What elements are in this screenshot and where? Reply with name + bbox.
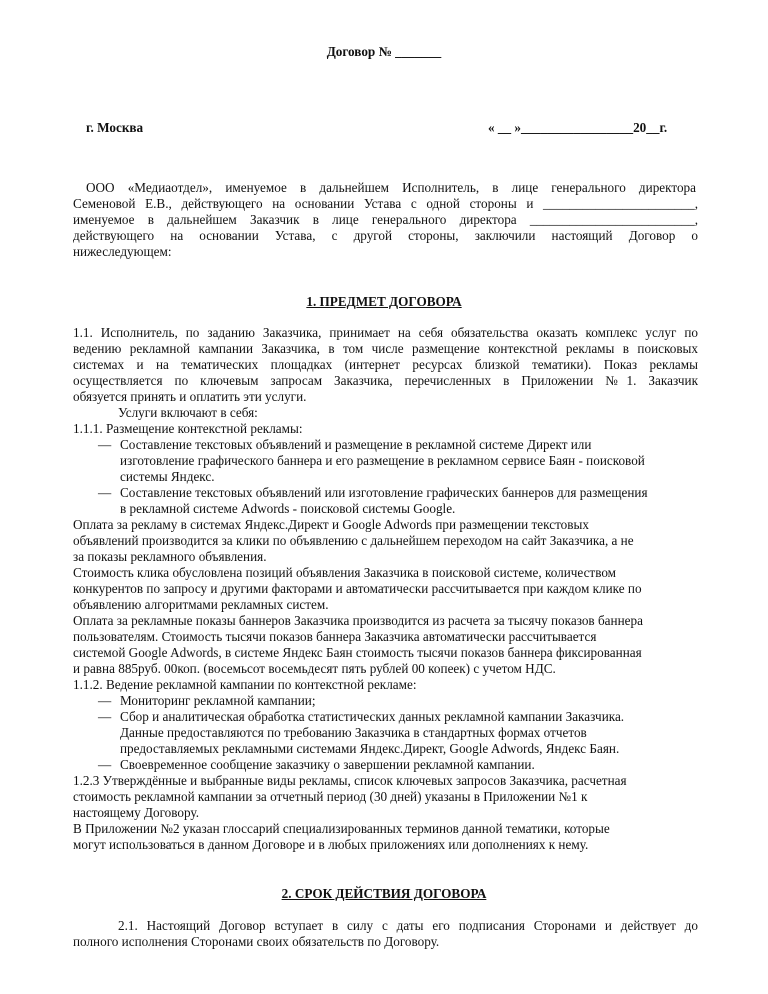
paragraph-line: Стоимость клика обусловлена позиций объявления Заказчика в поисковой системе, количеством bbox=[73, 565, 617, 580]
preamble-line: нижеследующем: bbox=[73, 244, 172, 259]
paragraph-line: настоящему Договору. bbox=[73, 805, 199, 820]
city: г. Москва bbox=[86, 120, 144, 135]
paragraph-line: осуществляется по ключевым запросам Заказчика, перечисленных в Приложении №1. Заказчик bbox=[73, 373, 698, 388]
bullet-dash: — bbox=[98, 709, 112, 724]
bullet-dash: — bbox=[98, 485, 112, 500]
preamble-line: действующего на основании Устава, с другой стороны, заключили настоящий Договор о bbox=[73, 228, 698, 243]
subsection-1-1-1: 1.1.1. Размещение контекстной рекламы: bbox=[73, 421, 303, 436]
contract-date: « __ »_________________20__г. bbox=[488, 120, 668, 135]
subsection-1-1-2: 1.1.2. Ведение рекламной кампании по контекстной рекламе: bbox=[73, 677, 417, 692]
section-2-heading: 2. СРОК ДЕЙСТВИЯ ДОГОВОРА bbox=[281, 886, 487, 901]
bullet-line: Данные предоставляются по требованию Заказчика в стандартных формах отчетов bbox=[120, 725, 587, 740]
paragraph-line: пользователям. Стоимость тысячи показов баннера Заказчика автоматически рассчитывается bbox=[73, 629, 597, 644]
paragraph-line: системой Google Adwords, в системе Яндекс Баян стоимость тысячи показов баннера фиксированная bbox=[73, 645, 642, 660]
paragraph-line: 1.1. Исполнитель, по заданию Заказчика, принимает на себя обязательства оказать комплекс услуг по bbox=[73, 325, 698, 340]
paragraph-line: системах и на тематических площадках (интернет ресурсах близкой тематики). Показ рекламы bbox=[73, 357, 698, 372]
paragraph-line: ведению рекламной кампании Заказчика, в том числе размещение контекстной рекламы в поисковых bbox=[73, 341, 698, 356]
paragraph-line: могут использоваться в данном Договоре и в любых приложениях или дополнениях к нему. bbox=[73, 837, 589, 852]
bullet-line: в рекламной системе Adwords - поисковой системы Google. bbox=[120, 501, 456, 516]
paragraph-line: В Приложении №2 указан глоссарий специализированных терминов данной тематики, которые bbox=[73, 821, 610, 836]
bullet-line: Составление текстовых объявлений или изготовление графических баннеров для размещения bbox=[120, 485, 648, 500]
paragraph-line: Оплата за рекламные показы баннеров Заказчика производится из расчета за тысячу показов баннера bbox=[73, 613, 643, 628]
paragraph-line: полного исполнения Сторонами своих обязательств по Договору. bbox=[73, 934, 440, 949]
paragraph-line: за показы рекламного объявления. bbox=[73, 549, 267, 564]
services-intro: Услуги включают в себя: bbox=[118, 405, 258, 420]
bullet-line: Составление текстовых объявлений и размещение в рекламной системе Директ или bbox=[120, 437, 592, 452]
paragraph-line: конкурентов по запросу и другими факторами и автоматически рассчитывается при каждом клике по bbox=[73, 581, 642, 596]
preamble-line: ООО «Медиаотдел», именуемое в дальнейшем Исполнитель, в лице генерального директора bbox=[86, 180, 696, 195]
contract-title: Договор № _______ bbox=[326, 44, 442, 59]
bullet-dash: — bbox=[98, 437, 112, 452]
bullet-line: системы Яндекс. bbox=[120, 469, 215, 484]
bullet-line: Своевременное сообщение заказчику о завершении рекламной кампании. bbox=[120, 757, 535, 772]
paragraph-line: объявлений производится за клики по объявлению с дальнейшем переходом на сайт Заказчика, а не bbox=[73, 533, 634, 548]
paragraph-line: обязуется принять и оплатить эти услуги. bbox=[73, 389, 307, 404]
preamble-line: именуемое в дальнейшем Заказчик в лице генерального директора _________________________, bbox=[73, 212, 698, 227]
paragraph-line: и равна 885руб. 00коп. (восемьсот восемьдесят пять рублей 00 копеек) с учетом НДС. bbox=[73, 661, 556, 676]
bullet-line: Сбор и аналитическая обработка статистических данных рекламной кампании Заказчика. bbox=[120, 709, 625, 724]
paragraph-line: объявлению алгоритмами рекламных систем. bbox=[73, 597, 329, 612]
paragraph-line: Оплата за рекламу в системах Яндекс.Директ и Google Adwords при размещении текстовых bbox=[73, 517, 589, 532]
paragraph-line: 1.2.3 Утверждённые и выбранные виды рекламы, список ключевых запросов Заказчика, расчетная bbox=[73, 773, 627, 788]
paragraph-line: 2.1. Настоящий Договор вступает в силу с даты его подписания Сторонами и действует до bbox=[118, 918, 698, 933]
bullet-line: предоставляемых рекламными системами Яндекс.Директ, Google Adwords, Яндекс Баян. bbox=[120, 741, 620, 756]
bullet-dash: — bbox=[98, 757, 112, 772]
bullet-line: Мониторинг рекламной кампании; bbox=[120, 693, 316, 708]
bullet-line: изготовление графического баннера и его размещение в рекламном сервисе Баян - поисковой bbox=[120, 453, 645, 468]
section-1-heading: 1. ПРЕДМЕТ ДОГОВОРА bbox=[306, 294, 462, 309]
paragraph-line: стоимость рекламной кампании за отчетный период (30 дней) указаны в Приложении №1 к bbox=[73, 789, 588, 804]
bullet-dash: — bbox=[98, 693, 112, 708]
preamble-line: Семеновой Е.В., действующего на основании Устава с одной стороны и _______________________, bbox=[73, 196, 698, 211]
